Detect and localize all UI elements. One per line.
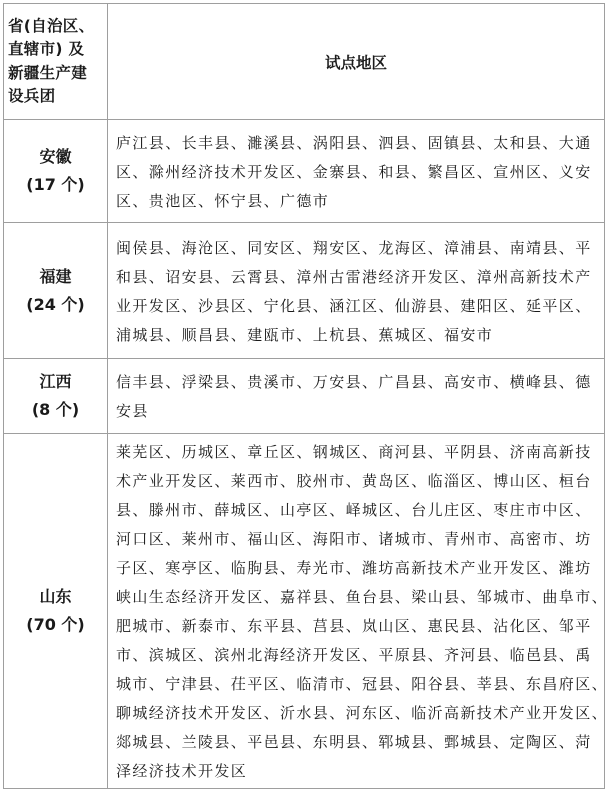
areas-line: 肥城市、新泰市、东平县、莒县、岚山区、惠民县、沾化区、邹平	[116, 617, 592, 635]
province-name: 福建	[39, 266, 72, 286]
province-name: 山东	[39, 587, 72, 606]
areas-line: 泽经济技术开发区	[116, 762, 248, 780]
table-header-row	[4, 4, 605, 120]
areas-line: 业开发区、沙县区、宁化县、涵江区、仙游县、建阳区、延平区、	[116, 296, 592, 315]
areas-line: 闽侯县、海沧区、同安区、翔安区、龙海区、漳浦县、南靖县、平	[116, 238, 592, 257]
areas-line: 城市、宁津县、茌平区、临清市、冠县、阳谷县、莘县、东昌府区、	[116, 675, 608, 693]
province-cell	[4, 120, 108, 223]
areas-line: 区、滁州经济技术开发区、金寨县、和县、繁昌区、宣州区、义安	[116, 162, 592, 181]
header-line: 省(自治区、	[8, 16, 95, 35]
province-count: (70 个)	[26, 615, 85, 634]
areas-line: 术产业开发区、莱西市、胶州市、黄岛区、临淄区、博山区、桓台	[116, 472, 592, 490]
areas-line: 县、滕州市、薛城区、山亭区、峄城区、台儿庄区、枣庄市中区、	[116, 501, 592, 519]
areas-line: 市、滨城区、滨州北海经济开发区、平原县、齐河县、临邑县、禹	[116, 646, 592, 664]
areas-line: 信丰县、浮梁县、贵溪市、万安县、广昌县、高安市、横峰县、德	[116, 373, 592, 391]
areas-line: 区、贵池区、怀宁县、广德市	[116, 191, 330, 210]
areas-line: 聊城经济技术开发区、沂水县、河东区、临沂高新技术产业开发区、	[116, 704, 608, 722]
province-cell	[4, 223, 108, 359]
areas-column-header: 试点地区	[108, 4, 605, 120]
areas-line: 莱芜区、历城区、章丘区、钢城区、商河县、平阴县、济南高新技	[116, 443, 592, 461]
table-row-shandong	[4, 434, 605, 789]
table-row-fujian	[4, 223, 605, 359]
province-count: (17 个)	[26, 175, 85, 194]
table-row-jiangxi	[4, 359, 605, 434]
province-count: (8 个)	[31, 400, 80, 419]
areas-cell	[108, 223, 605, 359]
areas-line: 安县	[116, 402, 149, 420]
areas-cell	[108, 120, 605, 223]
areas-line: 郯城县、兰陵县、平邑县、东明县、郓城县、鄄城县、定陶区、菏	[116, 733, 592, 751]
areas-line: 和县、诏安县、云霄县、漳州古雷港经济开发区、漳州高新技术产	[116, 267, 592, 286]
province-count: (24 个)	[26, 294, 85, 314]
areas-cell	[108, 434, 608, 789]
header-line: 直辖市) 及	[8, 40, 85, 58]
header-line: 新疆生产建	[8, 63, 88, 82]
province-column-header	[4, 4, 108, 120]
areas-cell	[108, 359, 605, 434]
areas-line: 河口区、莱州市、福山区、海阳市、诸城市、青州市、高密市、坊	[116, 530, 592, 548]
areas-line: 庐江县、长丰县、濉溪县、涡阳县、泗县、固镇县、太和县、大通	[116, 133, 592, 152]
areas-line: 子区、寒亭区、临朐县、寿光市、潍坊高新技术产业开发区、潍坊	[116, 559, 592, 577]
table-row-anhui	[4, 120, 605, 223]
province-cell	[4, 434, 108, 789]
pilot-areas-table	[3, 3, 608, 789]
areas-line: 浦城县、顺昌县、建瓯市、上杭县、蕉城区、福安市	[116, 325, 494, 344]
province-name: 安徽	[39, 147, 72, 166]
province-cell	[4, 359, 108, 434]
areas-line: 峡山生态经济开发区、嘉祥县、鱼台县、梁山县、邹城市、曲阜市、	[116, 588, 608, 606]
header-line: 设兵团	[8, 87, 56, 105]
province-name: 江西	[39, 372, 72, 391]
